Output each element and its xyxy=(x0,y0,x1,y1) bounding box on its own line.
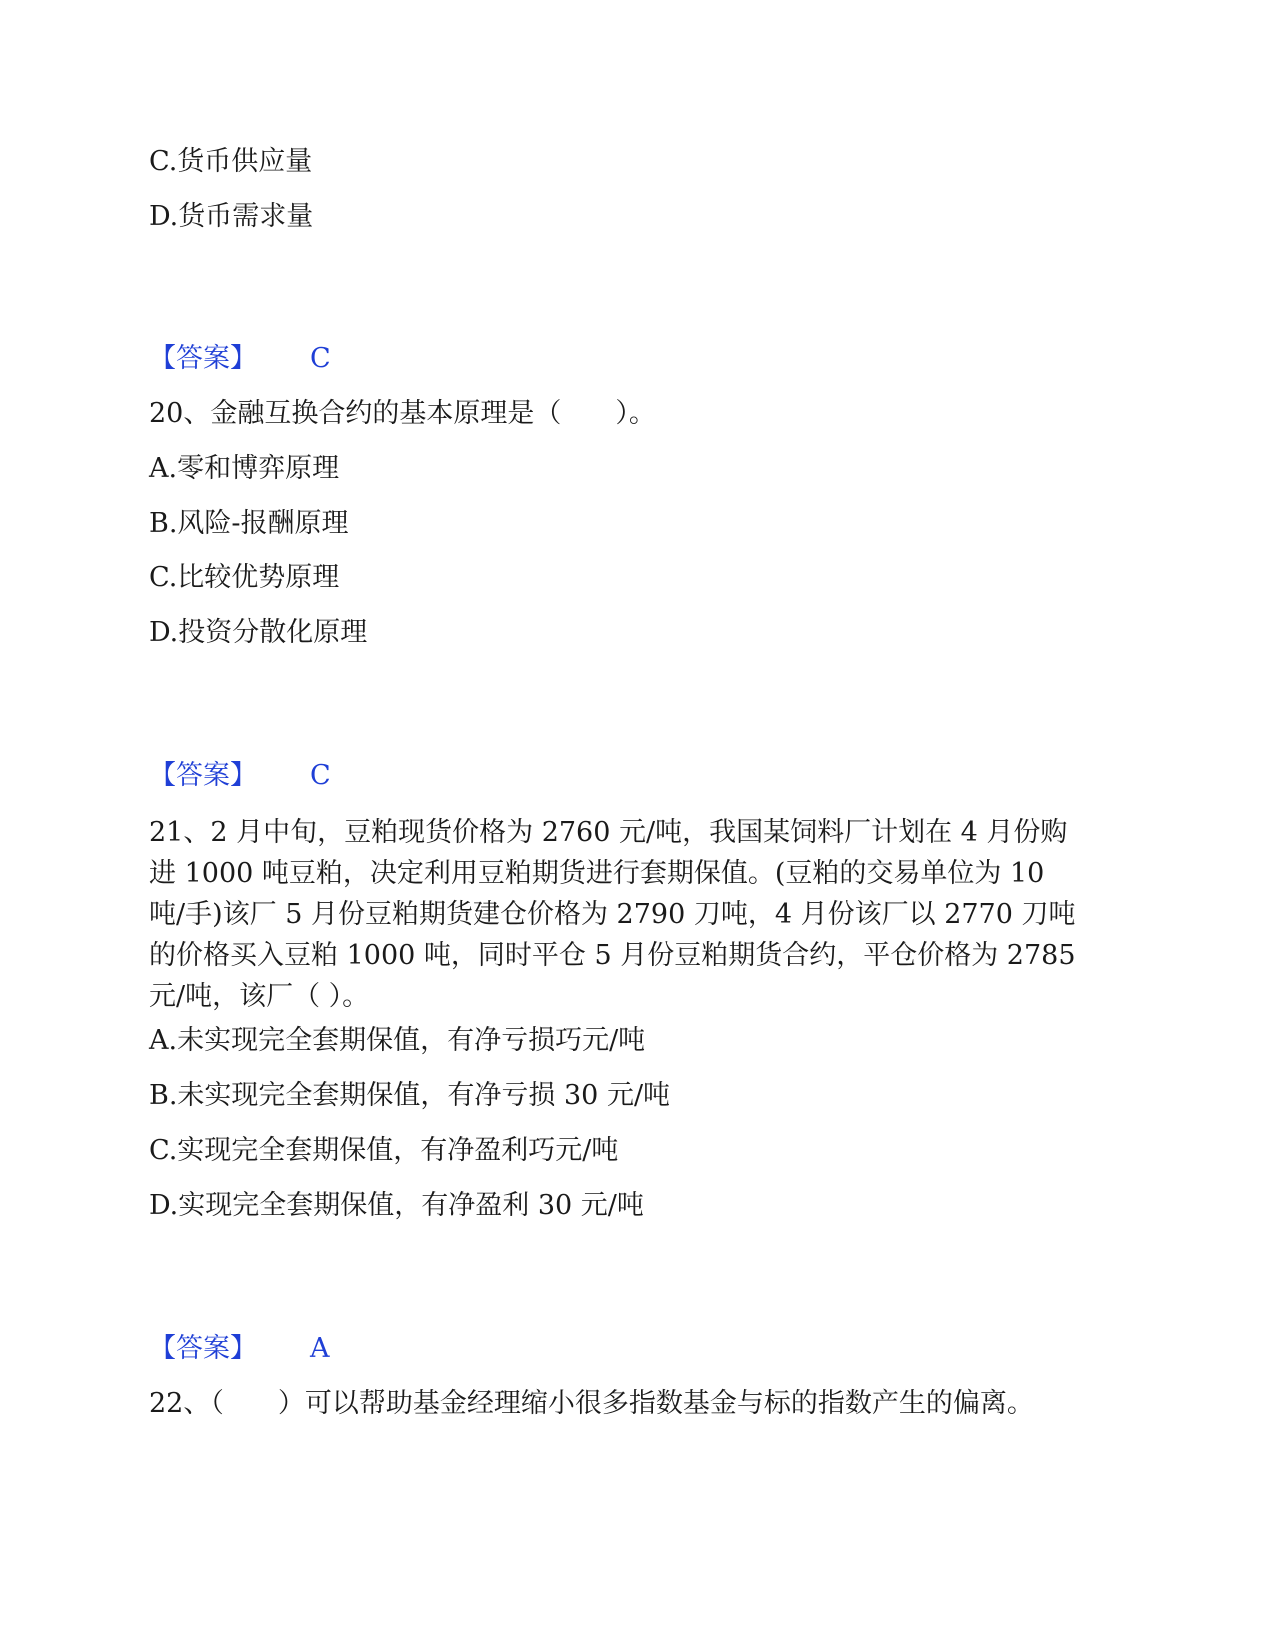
q21-option-a: A.未实现完全套期保值，有净亏损巧元/吨 xyxy=(149,1025,646,1056)
q21-option-d: D.实现完全套期保值，有净盈利 30 元/吨 xyxy=(149,1190,644,1221)
q20-option-a: A.零和博弈原理 xyxy=(149,453,340,484)
q19-option-d: D.货币需求量 xyxy=(149,201,314,232)
q21-stem-line: 的价格买入豆粕 1000 吨，同时平仓 5 月份豆粕期货合约，平仓价格为 2785 xyxy=(149,940,1076,971)
q21-stem-line: 进 1000 吨豆粕，决定利用豆粕期货进行套期保值。(豆粕的交易单位为 10 xyxy=(149,858,1045,889)
q21-stem xyxy=(149,812,1109,1017)
q20-option-b: B.风险-报酬原理 xyxy=(149,508,349,539)
answer-label: 【答案】 xyxy=(149,343,257,374)
q19-option-c: C.货币供应量 xyxy=(149,146,313,177)
answer-value: A xyxy=(310,1333,330,1364)
q21-stem-line: 吨/手)该厂 5 月份豆粕期货建仓价格为 2790 刀吨，4 月份该厂以 2770 刀吨 xyxy=(149,899,1076,930)
q21-stem-line: 元/吨，该厂（ ）。 xyxy=(149,981,370,1012)
q21-option-c: C.实现完全套期保值，有净盈利巧元/吨 xyxy=(149,1135,619,1166)
answer-20 xyxy=(149,759,331,793)
answer-label: 【答案】 xyxy=(149,1333,257,1364)
answer-19 xyxy=(149,342,331,376)
q21-stem-line: 21、2 月中旬，豆粕现货价格为 2760 元/吨，我国某饲料厂计划在 4 月份购 xyxy=(149,817,1068,848)
q20-stem: 20、金融互换合约的基本原理是（ ）。 xyxy=(149,398,656,429)
q21-option-b: B.未实现完全套期保值，有净亏损 30 元/吨 xyxy=(149,1080,671,1111)
answer-value: C xyxy=(310,343,331,374)
answer-21 xyxy=(149,1332,330,1366)
answer-label: 【答案】 xyxy=(149,760,257,791)
q20-option-d: D.投资分散化原理 xyxy=(149,617,368,648)
q22-stem: 22、（ ）可以帮助基金经理缩小很多指数基金与标的指数产生的偏离。 xyxy=(149,1388,1034,1419)
answer-value: C xyxy=(310,760,331,791)
q20-option-c: C.比较优势原理 xyxy=(149,562,340,593)
